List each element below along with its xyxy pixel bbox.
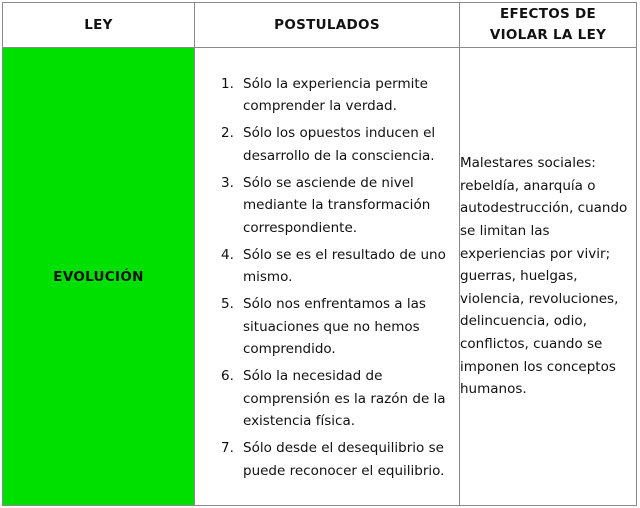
header-postulados: POSTULADOS [195, 3, 460, 48]
list-item-number: 2. [221, 125, 234, 141]
list-item [195, 244, 459, 289]
list-item-number: 1. [221, 75, 234, 92]
list-item-text: Sólo se asciende de nivel mediante la transformación correspondiente. [243, 174, 431, 236]
list-item-number: 3. [221, 174, 234, 191]
list-item [195, 122, 459, 167]
list-item-text: Sólo desde el desequilibrio se puede reconocer el equilibrio. [243, 440, 445, 479]
list-item-number: 4. [221, 246, 234, 263]
list-item-text: Sólo se es el resultado de uno mismo. [243, 246, 455, 285]
efectos-cell: Malestares sociales: rebeldía, anarquía o autodestrucción, cuando se limitan las experiencias por vivir; guerras, huelgas, violencia, revoluciones, delincuencia, odio, conflictos, cuando se imponen los conceptos humanos. [460, 48, 637, 506]
list-item [195, 172, 459, 240]
header-row [3, 3, 637, 48]
list-item-number: 5. [221, 296, 234, 312]
list-item-number: 6. [221, 368, 234, 384]
list-item-number: 7. [221, 440, 234, 456]
list-item-text: Sólo nos enfrentamos a las situaciones que no hemos comprendido. [243, 296, 426, 357]
header-ley: LEY [3, 3, 195, 48]
list-item-text: Sólo la experiencia permite comprender la verdad. [243, 75, 428, 114]
list-item [195, 437, 459, 482]
header-efectos [460, 3, 637, 48]
list-item [195, 293, 459, 361]
ley-name-cell: EVOLUCIÓN [3, 48, 195, 506]
table-row [3, 48, 637, 506]
law-table [2, 2, 637, 506]
header-efectos-text: EFECTOS DE VIOLAR LA LEY [489, 6, 607, 43]
list-item [195, 365, 459, 433]
list-item-text: Sólo los opuestos inducen el desarrollo de la consciencia. [243, 125, 436, 164]
postulados-list [195, 67, 459, 483]
list-item-text: Sólo la necesidad de comprensión es la razón de la existencia física. [243, 368, 446, 429]
postulados-cell [195, 48, 460, 506]
list-item [195, 73, 459, 118]
